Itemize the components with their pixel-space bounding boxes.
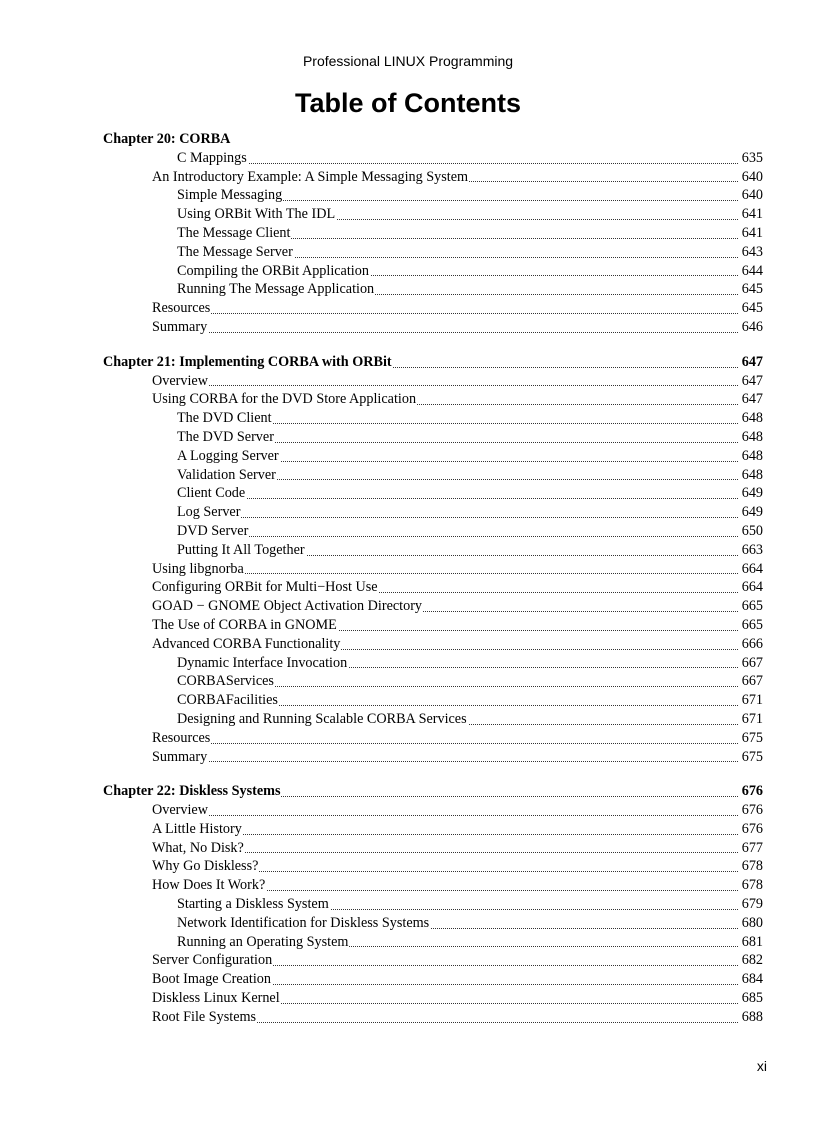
toc-entry[interactable]	[0, 710, 816, 729]
toc-entry[interactable]	[0, 857, 816, 876]
toc-entry-title: The Use of CORBA in GNOME	[152, 616, 337, 633]
toc-entry-page: 676	[741, 802, 763, 819]
toc-entry[interactable]	[0, 428, 816, 447]
toc-entry[interactable]	[0, 262, 816, 281]
toc-entry-page: 681	[741, 933, 763, 950]
dot-leader	[152, 815, 738, 816]
running-head: Professional LINUX Programming	[302, 53, 514, 69]
toc-entry[interactable]	[0, 970, 816, 989]
toc-entry-page: 680	[741, 914, 763, 931]
toc-entry-title: Using libgnorba	[152, 560, 244, 577]
toc-entry-title: Server Configuration	[152, 952, 273, 969]
toc-entry[interactable]	[0, 186, 816, 205]
page-number: xi	[756, 1058, 767, 1074]
toc-entry[interactable]	[0, 839, 816, 858]
table-of-contents	[0, 130, 816, 1027]
toc-entry-page: 675	[741, 729, 763, 746]
toc-entry-title: Why Go Diskless?	[152, 858, 259, 875]
toc-entry-page: 676	[741, 820, 763, 837]
toc-entry-page: 640	[741, 187, 763, 204]
toc-entry-title: Summary	[152, 748, 208, 765]
toc-entry[interactable]	[0, 876, 816, 895]
toc-entry[interactable]	[0, 205, 816, 224]
toc-entry-title: Configuring ORBit for Multi−Host Use	[152, 579, 378, 596]
toc-chapter-block	[0, 130, 816, 337]
toc-entry-page: 648	[741, 410, 763, 427]
toc-entry-title: CORBAFacilities	[177, 692, 278, 709]
toc-entry[interactable]	[0, 484, 816, 503]
toc-entry[interactable]	[0, 691, 816, 710]
toc-entry-page: 667	[741, 654, 763, 671]
toc-entry-title: Log Server	[177, 504, 241, 521]
dot-leader	[177, 536, 738, 537]
toc-chapter-entry[interactable]	[0, 130, 816, 149]
toc-entry-page: 677	[741, 839, 763, 856]
toc-entry-title: The DVD Client	[177, 410, 272, 427]
toc-entry[interactable]	[0, 409, 816, 428]
toc-entry-page: 665	[741, 616, 763, 633]
toc-entry-page: 641	[741, 224, 763, 241]
toc-entry[interactable]	[0, 503, 816, 522]
toc-entry-title: A Logging Server	[177, 447, 279, 464]
toc-entry-page: 641	[741, 206, 763, 223]
toc-entry-page: 664	[741, 579, 763, 596]
toc-entry-page: 666	[741, 635, 763, 652]
toc-entry[interactable]	[0, 801, 816, 820]
toc-entry[interactable]	[0, 820, 816, 839]
toc-entry[interactable]	[0, 541, 816, 560]
toc-entry[interactable]	[0, 672, 816, 691]
toc-entry-title: An Introductory Example: A Simple Messaging System	[152, 168, 469, 185]
toc-entry[interactable]	[0, 466, 816, 485]
toc-entry-page: 679	[741, 896, 763, 913]
toc-entry-page: 678	[741, 877, 763, 894]
toc-entry-title: The DVD Server	[177, 428, 274, 445]
toc-entry-title: Resources	[152, 729, 211, 746]
toc-entry-title: The Message Client	[177, 224, 291, 241]
toc-entry[interactable]	[0, 616, 816, 635]
toc-entry-title: Diskless Linux Kernel	[152, 990, 280, 1007]
dot-leader	[177, 163, 738, 164]
toc-entry[interactable]	[0, 447, 816, 466]
dot-leader	[152, 761, 738, 762]
toc-entry-title: Advanced CORBA Functionality	[152, 635, 341, 652]
toc-entry-title: Validation Server	[177, 466, 276, 483]
toc-entry[interactable]	[0, 560, 816, 579]
toc-entry-page: 650	[741, 522, 763, 539]
toc-entry-title: Boot Image Creation	[152, 971, 271, 988]
toc-entry-page: 671	[741, 710, 763, 727]
toc-entry-title: Chapter 22: Diskless Systems	[103, 783, 281, 800]
toc-entry-page: 648	[741, 428, 763, 445]
toc-entry-title: Starting a Diskless System	[177, 896, 329, 913]
toc-entry-title: Using ORBit With The IDL	[177, 206, 336, 223]
toc-chapter-block	[0, 353, 816, 767]
toc-entry[interactable]	[0, 578, 816, 597]
dot-leader	[152, 313, 738, 314]
toc-entry-page: 640	[741, 168, 763, 185]
toc-entry-page: 688	[741, 1008, 763, 1025]
dot-leader	[152, 332, 738, 333]
toc-entry-title: Compiling the ORBit Application	[177, 262, 369, 279]
toc-entry[interactable]	[0, 280, 816, 299]
toc-entry-page: 649	[741, 504, 763, 521]
toc-entry-page: 644	[741, 262, 763, 279]
toc-entry-page: 676	[741, 783, 763, 800]
toc-entry-page: 648	[741, 466, 763, 483]
toc-entry-title: GOAD − GNOME Object Activation Directory	[152, 598, 423, 615]
toc-entry-title: Dynamic Interface Invocation	[177, 654, 348, 671]
toc-entry-title: Running The Message Application	[177, 281, 375, 298]
toc-entry[interactable]	[0, 149, 816, 168]
toc-entry-title: Chapter 20: CORBA	[103, 131, 231, 147]
toc-entry-page: 671	[741, 692, 763, 709]
toc-entry[interactable]	[0, 951, 816, 970]
toc-entry[interactable]	[0, 914, 816, 933]
toc-chapter-entry[interactable]	[0, 353, 816, 372]
toc-entry-page: 647	[741, 353, 763, 370]
toc-entry-title: Chapter 21: Implementing CORBA with ORBit	[103, 353, 392, 370]
toc-entry-title: A Little History	[152, 820, 242, 837]
toc-entry[interactable]	[0, 522, 816, 541]
toc-entry-title: Network Identification for Diskless Systems	[177, 914, 430, 931]
toc-entry[interactable]	[0, 390, 816, 409]
toc-entry-page: 667	[741, 673, 763, 690]
page-title: Table of Contents	[295, 88, 521, 118]
toc-entry-page: 685	[741, 990, 763, 1007]
toc-entry-title: Overview	[152, 802, 208, 819]
toc-entry[interactable]	[0, 168, 816, 187]
toc-entry-title: The Message Server	[177, 243, 293, 260]
toc-entry[interactable]	[0, 1008, 816, 1027]
dot-leader	[152, 743, 738, 744]
toc-entry-title: How Does It Work?	[152, 877, 266, 894]
toc-entry-title: Root File Systems	[152, 1008, 257, 1025]
toc-entry-title: Overview	[152, 372, 208, 389]
toc-chapter-block	[0, 782, 816, 1026]
toc-entry[interactable]	[0, 933, 816, 952]
toc-entry-page: 647	[741, 391, 763, 408]
toc-entry-page: 643	[741, 243, 763, 260]
toc-entry-page: 682	[741, 952, 763, 969]
toc-entry-title: Resources	[152, 300, 211, 317]
toc-chapter-entry[interactable]	[0, 782, 816, 801]
toc-entry-title: Using CORBA for the DVD Store Application	[152, 391, 417, 408]
toc-entry-title: What, No Disk?	[152, 839, 244, 856]
toc-entry-page: 664	[741, 560, 763, 577]
toc-entry-page: 647	[741, 372, 763, 389]
dot-leader	[177, 517, 738, 518]
toc-entry-page: 649	[741, 485, 763, 502]
toc-entry-title: Designing and Running Scalable CORBA Services	[177, 710, 467, 727]
toc-entry[interactable]	[0, 299, 816, 318]
toc-entry-title: Client Code	[177, 485, 246, 502]
toc-entry-title: DVD Server	[177, 522, 249, 539]
toc-entry[interactable]	[0, 989, 816, 1008]
toc-entry[interactable]	[0, 372, 816, 391]
toc-entry[interactable]	[0, 318, 816, 337]
toc-entry-page: 675	[741, 748, 763, 765]
toc-entry-page: 648	[741, 447, 763, 464]
toc-entry-page: 665	[741, 598, 763, 615]
toc-entry[interactable]	[0, 729, 816, 748]
toc-entry-title: Running an Operating System	[177, 933, 349, 950]
toc-entry[interactable]	[0, 654, 816, 673]
toc-entry-page: 645	[741, 281, 763, 298]
dot-leader	[177, 498, 738, 499]
toc-entry[interactable]	[0, 243, 816, 262]
toc-entry-page: 646	[741, 318, 763, 335]
toc-entry[interactable]	[0, 895, 816, 914]
toc-entry-page: 663	[741, 541, 763, 558]
toc-entry-page: 684	[741, 971, 763, 988]
toc-entry-title: CORBAServices	[177, 673, 274, 690]
toc-entry-title: Simple Messaging	[177, 187, 283, 204]
toc-entry[interactable]	[0, 224, 816, 243]
dot-leader	[152, 385, 738, 386]
toc-entry[interactable]	[0, 597, 816, 616]
toc-entry-page: 678	[741, 858, 763, 875]
toc-entry[interactable]	[0, 635, 816, 654]
toc-entry-page: 635	[741, 149, 763, 166]
toc-entry[interactable]	[0, 748, 816, 767]
toc-entry-title: C Mappings	[177, 149, 247, 166]
toc-entry-page: 645	[741, 300, 763, 317]
toc-entry-title: Putting It All Together	[177, 541, 305, 558]
toc-entry-title: Summary	[152, 318, 208, 335]
